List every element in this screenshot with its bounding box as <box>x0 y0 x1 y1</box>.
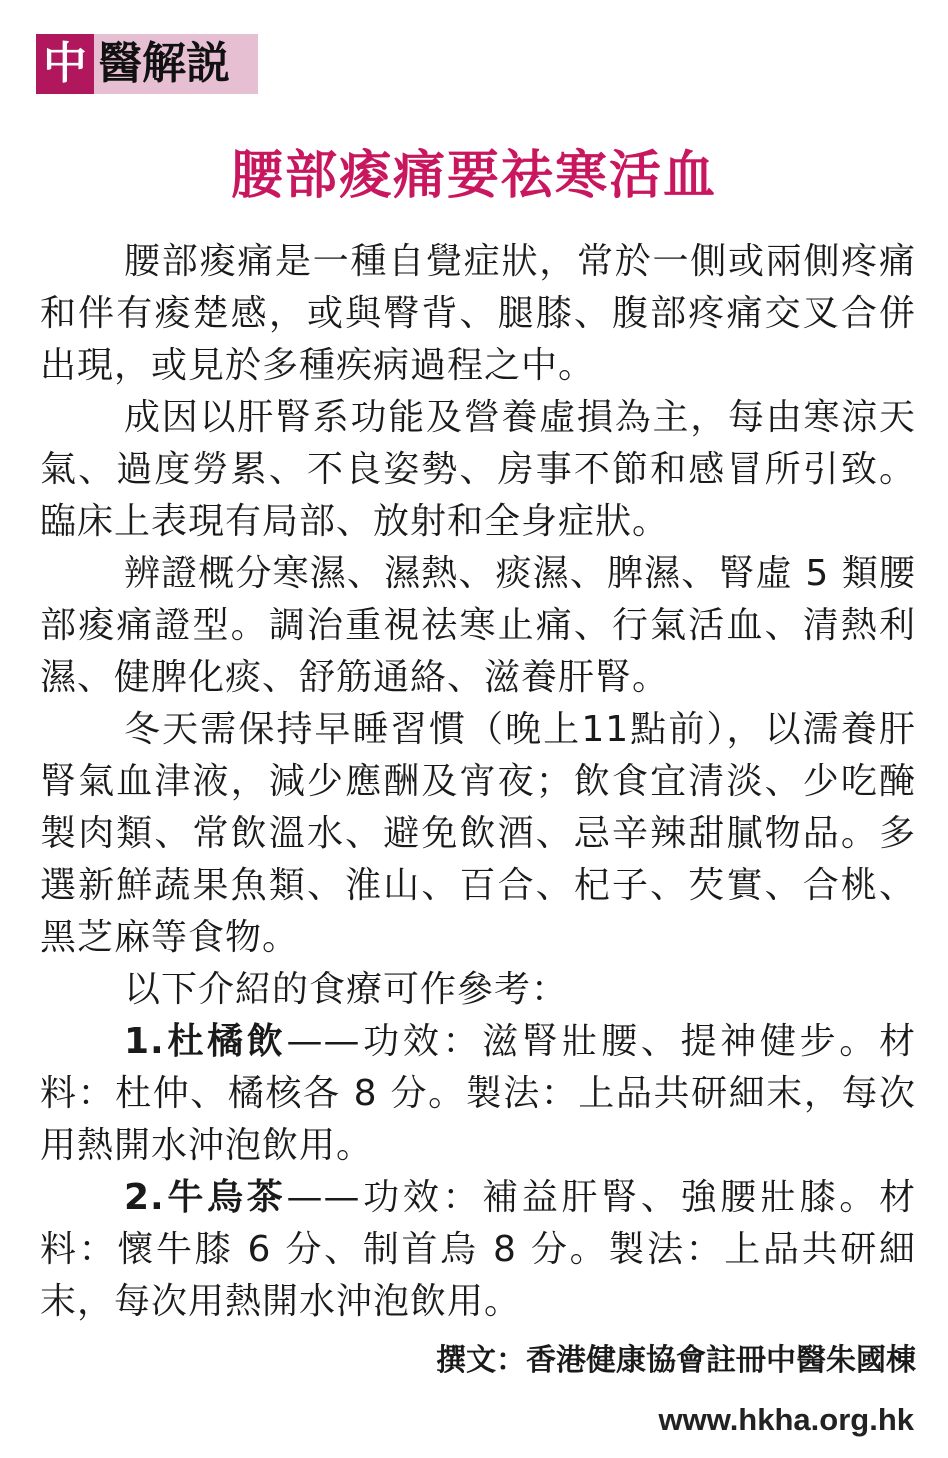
remedy-name: 2.牛烏茶 <box>124 1177 287 1218</box>
article-title: 腰部痠痛要祛寒活血 <box>230 146 717 206</box>
column-label: 醫解説 <box>98 38 230 89</box>
remedy-item <box>40 1016 916 1172</box>
paragraph: 以下介紹的食療可作參考： <box>124 969 569 1010</box>
remedy-name: 1.杜橘飲 <box>124 1021 287 1062</box>
remedy-item <box>40 1172 916 1328</box>
author-credit: 撰文：香港健康協會註冊中醫朱國棟 <box>436 1343 916 1378</box>
website-url: www.hkha.org.hk <box>658 1402 914 1437</box>
paragraph: 成因以肝腎系功能及營養虛損為主，每由寒涼天氣、過度勞累、不良姿勢、房事不節和感冒所引致。臨床上表現有局部、放射和全身症狀。 <box>40 397 916 542</box>
remedy-text: ——功效：補益肝腎、強腰壯膝。材料：懷牛膝 6 分、制首烏 8 分。製法：上品共研細末，每次用熱開水沖泡飲用。 <box>40 1177 916 1322</box>
article-body <box>40 236 916 1328</box>
paragraph: 冬天需保持早睡習慣（晚上11點前），以濡養肝腎氣血津液，減少應酬及宵夜；飲食宜清淡、少吃醃製肉類、常飲溫水、避免飲酒、忌辛辣甜膩物品。多選新鮮蔬果魚類、淮山、百合、杞子、芡實、合桃、黑芝麻等食物。 <box>40 709 916 958</box>
paragraph: 辨證概分寒濕、濕熱、痰濕、脾濕、腎虛 5 類腰部痠痛證型。調治重視祛寒止痛、行氣活血、清熱利濕、健脾化痰、舒筋通絡、滋養肝腎。 <box>40 553 916 698</box>
remedy-text: ——功效：滋腎壯腰、提神健步。材料：杜仲、橘核各 8 分。製法：上品共研細末，每次用熱開水沖泡飲用。 <box>40 1021 916 1166</box>
paragraph: 腰部痠痛是一種自覺症狀，常於一側或兩側疼痛和伴有痠楚感，或與臀背、腿膝、腹部疼痛交叉合併出現，或見於多種疾病過程之中。 <box>40 241 916 386</box>
column-badge: 中 <box>36 34 94 94</box>
column-header <box>36 34 258 94</box>
